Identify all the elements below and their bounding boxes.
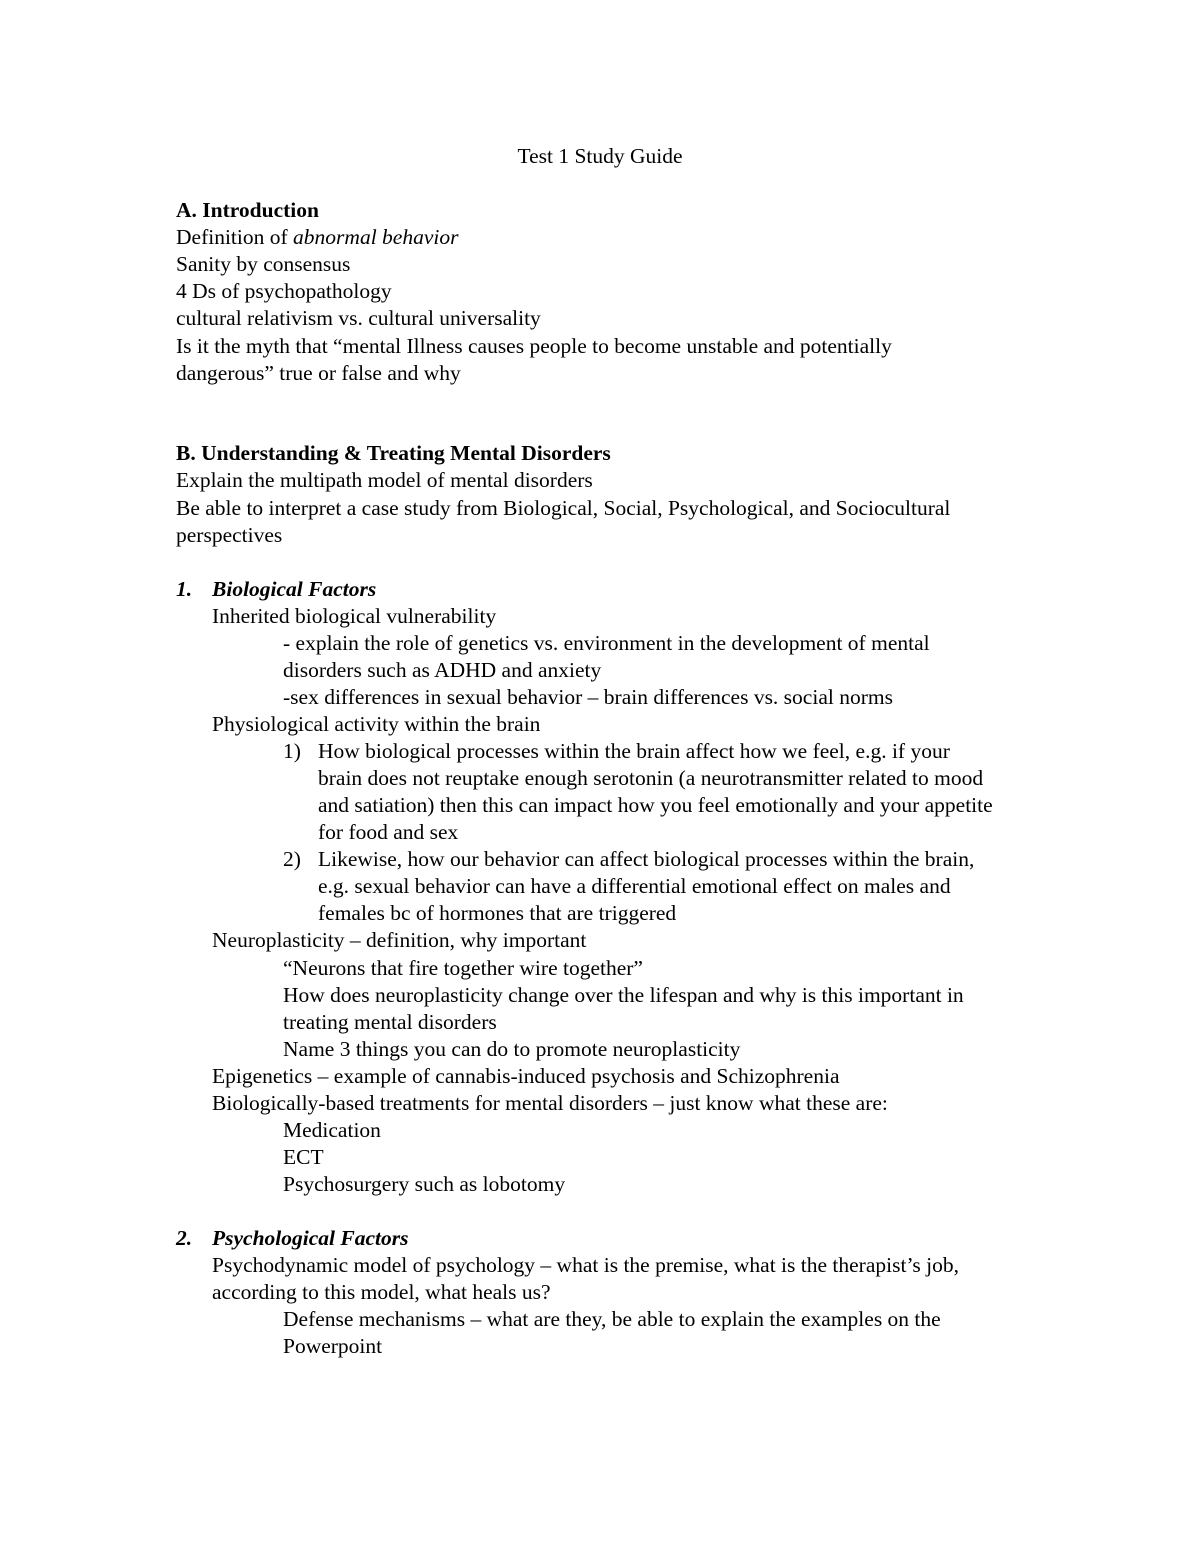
psych-sub-item: Powerpoint (283, 1334, 383, 1358)
list-item-line: e.g. sexual behavior can have a differential emotional effect on males and (318, 874, 951, 898)
psych-number: 2. (176, 1226, 193, 1250)
bio-item-physio: Physiological activity within the brain (212, 712, 541, 736)
bio-item-epigenetics: Epigenetics – example of cannabis-induced psychosis and Schizophrenia (212, 1064, 840, 1088)
section-a-heading: A. Introduction (176, 198, 319, 222)
list-item-line: brain does not reuptake enough serotonin (a neurotransmitter related to mood (318, 766, 984, 790)
bio-item-neuro: Neuroplasticity – definition, why important (212, 928, 587, 952)
list-item-line: for food and sex (318, 820, 459, 844)
list-item-line: females bc of hormones that are triggered (318, 901, 677, 925)
list-item-line: and satiation) then this can impact how you feel emotionally and your appetite (318, 793, 993, 817)
bio-number: 1. (176, 577, 193, 601)
psych-sub-item: Defense mechanisms – what are they, be able to explain the examples on the (283, 1307, 941, 1331)
bio-item-treatments: Biologically-based treatments for mental disorders – just know what these are: (212, 1091, 888, 1115)
bio-sub-item: - explain the role of genetics vs. environment in the development of mental (283, 631, 930, 655)
section-b-item: perspectives (176, 523, 283, 547)
section-a-item: 4 Ds of psychopathology (176, 279, 392, 303)
section-b-heading: B. Understanding & Treating Mental Disorders (176, 441, 611, 465)
bio-sub-item: ECT (283, 1145, 324, 1169)
bio-item-inherited: Inherited biological vulnerability (212, 604, 497, 628)
section-a-item: Sanity by consensus (176, 252, 351, 276)
bio-sub-item: disorders such as ADHD and anxiety (283, 658, 602, 682)
bio-sub-item: How does neuroplasticity change over the lifespan and why is this important in (283, 983, 964, 1007)
definition-term: abnormal behavior (293, 225, 459, 249)
psych-heading: Psychological Factors (212, 1226, 409, 1250)
page-title: Test 1 Study Guide (517, 144, 683, 168)
bio-sub-item: Name 3 things you can do to promote neuroplasticity (283, 1037, 741, 1061)
section-a-item: dangerous” true or false and why (176, 361, 461, 385)
list-item-line: Likewise, how our behavior can affect biological processes within the brain, (318, 847, 975, 871)
bio-sub-item: Medication (283, 1118, 381, 1142)
bio-sub-item: Psychosurgery such as lobotomy (283, 1172, 566, 1196)
definition-line (176, 224, 458, 251)
bio-sub-item: -sex differences in sexual behavior – brain differences vs. social norms (283, 685, 893, 709)
bio-sub-item: “Neurons that fire together wire together” (283, 956, 643, 980)
psych-line: Psychodynamic model of psychology – what is the premise, what is the therapist’s job, (212, 1253, 960, 1277)
list-number: 2) (283, 847, 301, 871)
list-item-line: How biological processes within the brain affect how we feel, e.g. if your (318, 739, 950, 763)
list-number: 1) (283, 739, 301, 763)
bio-heading: Biological Factors (212, 577, 377, 601)
definition-prefix: Definition of (176, 225, 294, 249)
section-a-item: Is it the myth that “mental Illness causes people to become unstable and potentially (176, 334, 892, 358)
section-a-item: cultural relativism vs. cultural universality (176, 306, 541, 330)
section-b-item: Explain the multipath model of mental disorders (176, 468, 593, 492)
psych-line: according to this model, what heals us? (212, 1280, 551, 1304)
section-b-item: Be able to interpret a case study from Biological, Social, Psychological, and Sociocultural (176, 496, 951, 520)
bio-sub-item: treating mental disorders (283, 1010, 497, 1034)
